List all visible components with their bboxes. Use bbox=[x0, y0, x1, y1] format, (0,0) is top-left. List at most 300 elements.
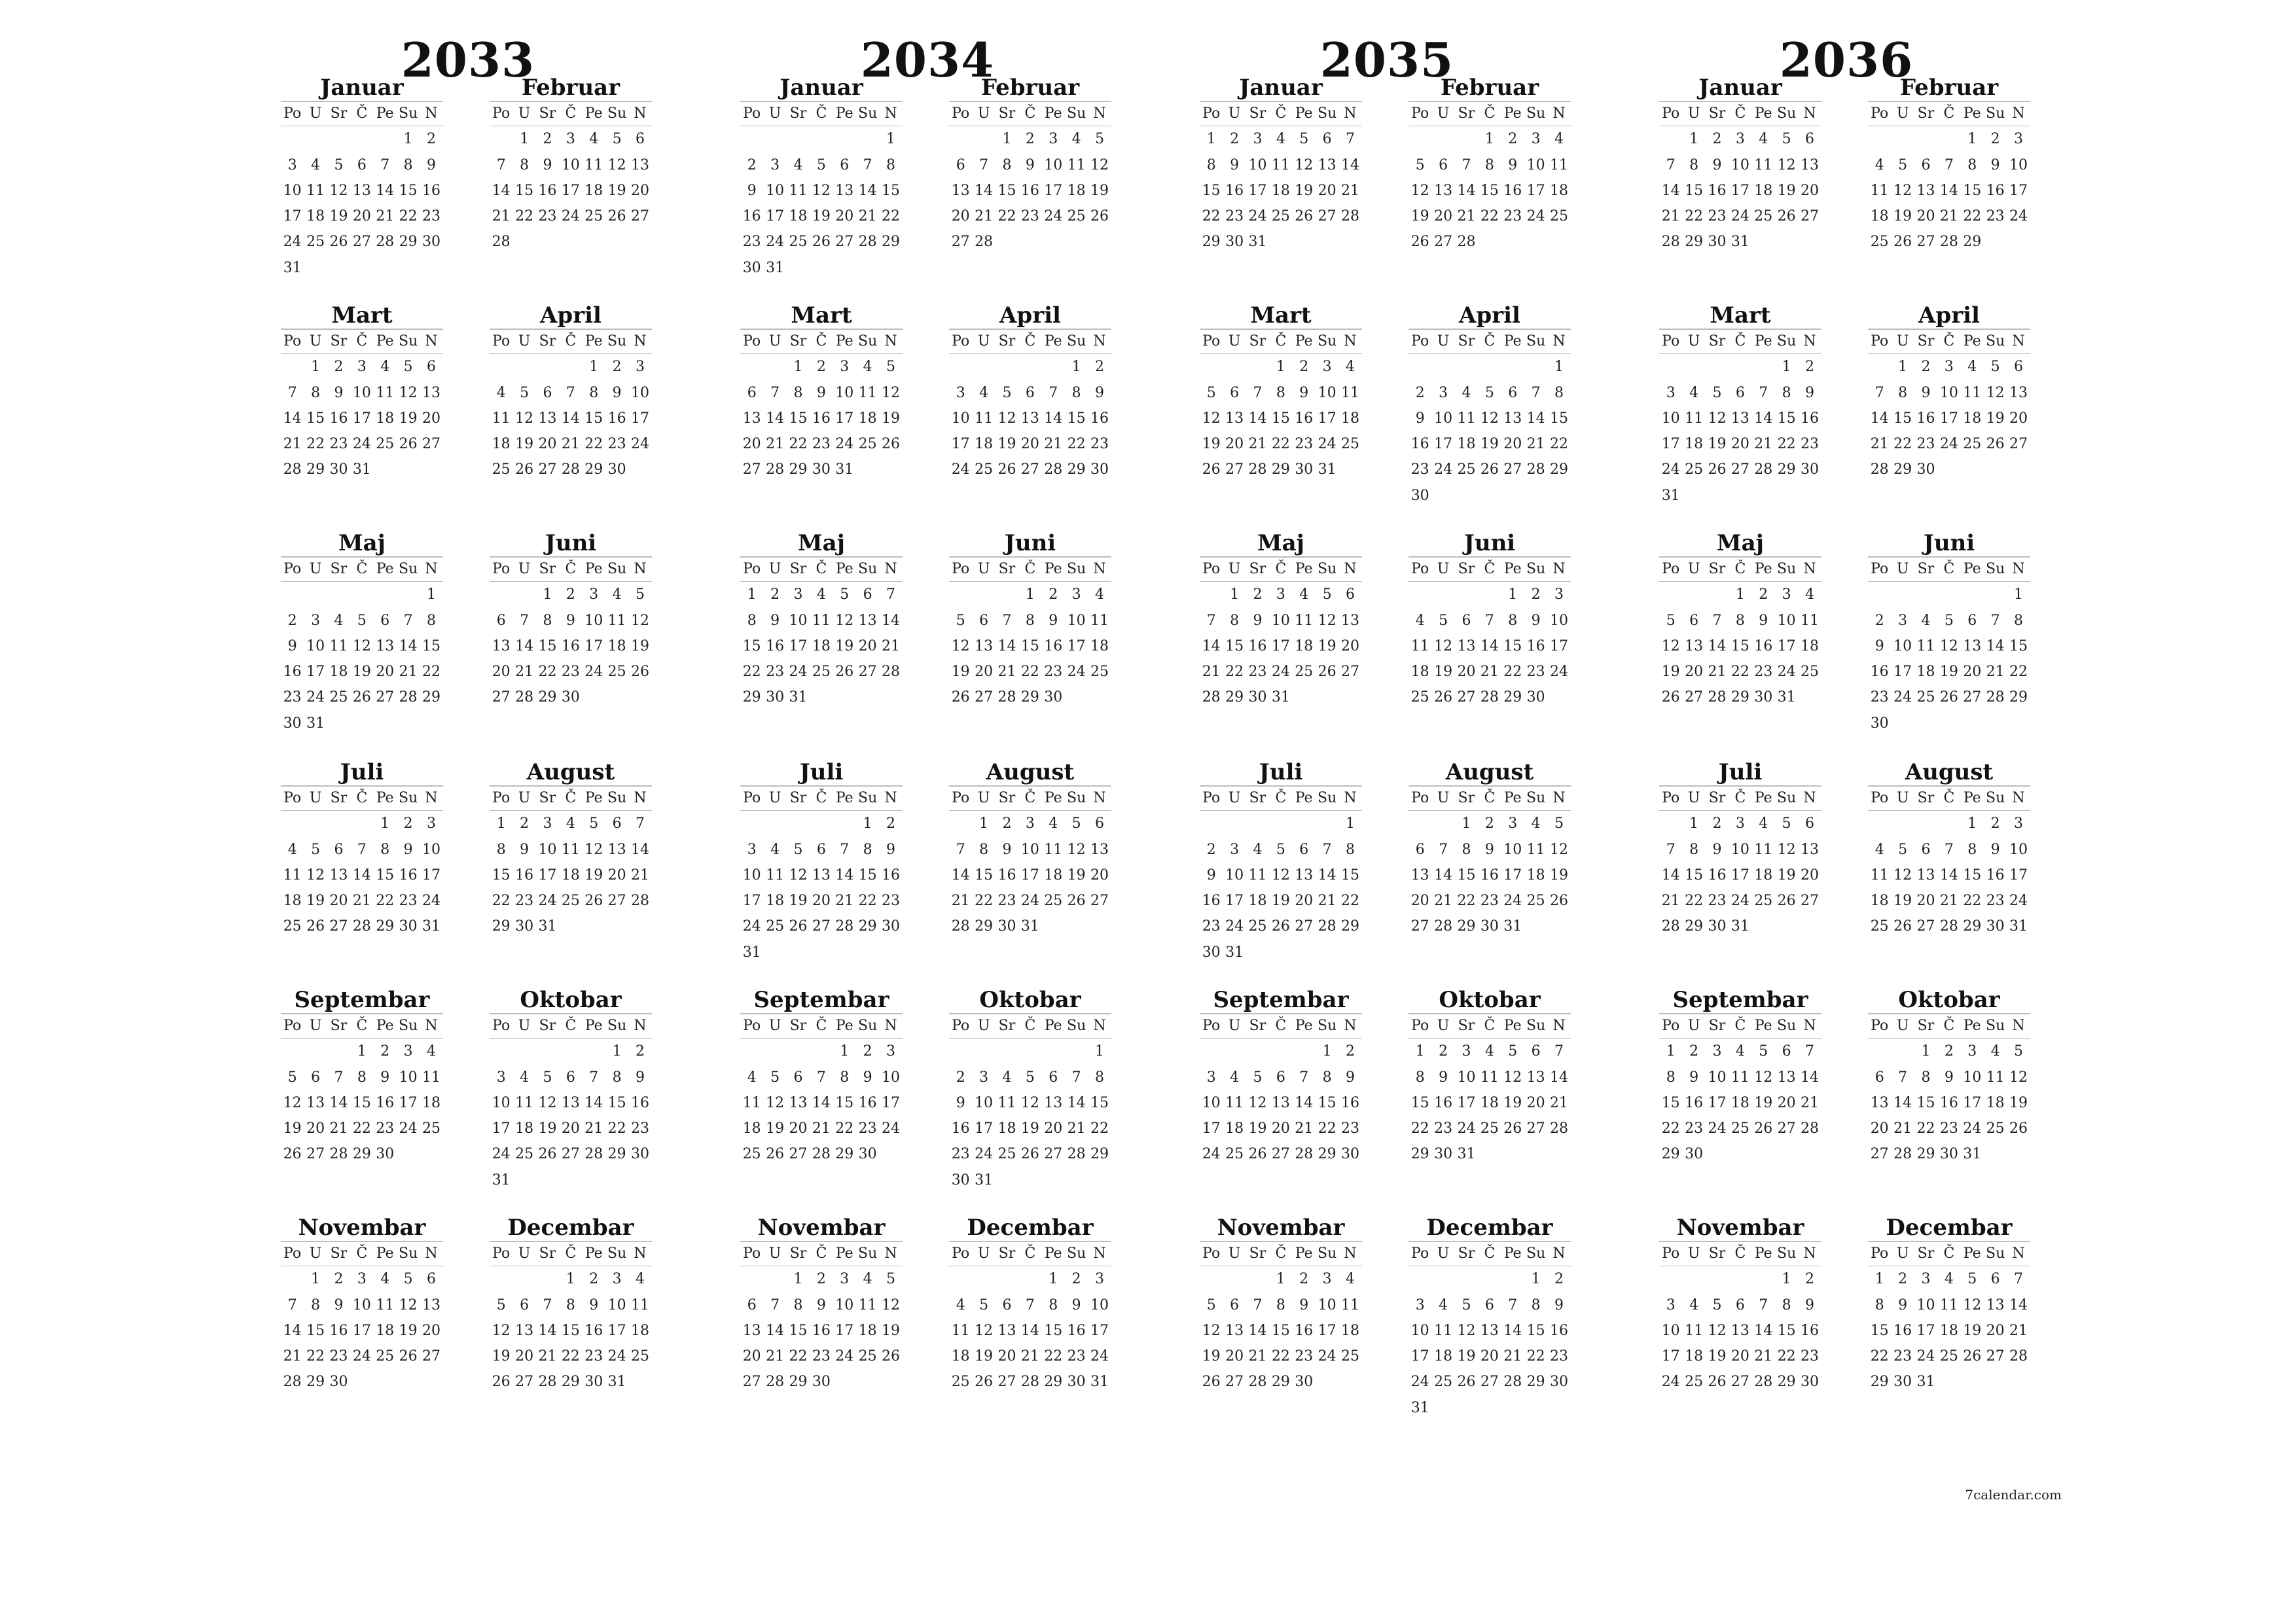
day-cell: 9 bbox=[1095, 384, 1105, 401]
day-cell: 30 bbox=[1067, 1374, 1086, 1391]
weekday-header: N bbox=[879, 556, 902, 582]
day-cell: 17 bbox=[1434, 436, 1453, 453]
day-cell: 30 bbox=[1708, 234, 1727, 251]
weekday-header: Sr bbox=[787, 785, 810, 811]
day-cell: 7 bbox=[979, 156, 989, 173]
day-cell: 31 bbox=[1661, 487, 1680, 504]
day-cell: 18 bbox=[1963, 410, 1982, 427]
weekday-header: U bbox=[1431, 1013, 1454, 1039]
weekday-header: Po bbox=[740, 329, 763, 354]
day-cell: 9 bbox=[1415, 410, 1425, 427]
day-empty bbox=[972, 354, 995, 380]
day-cell: 31 bbox=[1916, 1374, 1935, 1391]
day-cell: 1 bbox=[520, 131, 529, 148]
day-cell: 31 bbox=[1090, 1374, 1109, 1391]
day-cell: 10 bbox=[607, 1296, 626, 1313]
day-cell: 20 bbox=[422, 1322, 441, 1339]
weekday-header: U bbox=[1891, 329, 1914, 354]
day-cell: 26 bbox=[492, 1374, 511, 1391]
day-cell: 20 bbox=[306, 1120, 325, 1137]
day-cell: 6 bbox=[1508, 384, 1518, 401]
weekday-header: Č bbox=[1937, 785, 1960, 811]
day-cell: 19 bbox=[1893, 893, 1912, 910]
weekday-header: Č bbox=[1937, 1241, 1960, 1266]
day-cell: 14 bbox=[352, 866, 371, 883]
day-cell: 5 bbox=[793, 841, 803, 858]
weekday-header: Po bbox=[490, 785, 512, 811]
day-cell: 9 bbox=[1484, 841, 1494, 858]
day-cell: 11 bbox=[422, 1069, 441, 1086]
day-empty bbox=[949, 1039, 972, 1064]
day-cell: 18 bbox=[1870, 208, 1889, 225]
day-cell: 4 bbox=[1299, 586, 1309, 603]
day-cell: 6 bbox=[1049, 1069, 1058, 1086]
day-cell: 4 bbox=[589, 131, 599, 148]
day-cell: 19 bbox=[882, 1322, 901, 1339]
day-cell: 12 bbox=[1777, 841, 1796, 858]
day-empty bbox=[1868, 582, 1891, 607]
day-cell: 29 bbox=[1685, 234, 1704, 251]
weekday-header: Sr bbox=[536, 785, 559, 811]
day-cell: 24 bbox=[1434, 461, 1453, 478]
day-cell: 18 bbox=[997, 1120, 1016, 1137]
day-cell: 27 bbox=[1044, 1146, 1063, 1163]
weekday-header: Č bbox=[1729, 556, 1751, 582]
day-empty bbox=[512, 1039, 535, 1064]
day-cell: 16 bbox=[1939, 1094, 1958, 1111]
day-cell: 23 bbox=[329, 1348, 348, 1365]
day-empty bbox=[490, 354, 512, 380]
day-cell: 1 bbox=[1782, 1271, 1791, 1288]
day-cell: 25 bbox=[1044, 893, 1063, 910]
day-empty bbox=[1065, 1039, 1088, 1064]
day-cell: 20 bbox=[1801, 182, 1820, 199]
day-cell: 7 bbox=[1990, 612, 2000, 629]
day-cell: 27 bbox=[1271, 1146, 1290, 1163]
day-empty bbox=[512, 1266, 535, 1292]
weekday-header: N bbox=[628, 556, 651, 582]
month-5 bbox=[281, 530, 443, 736]
day-cell: 17 bbox=[1248, 182, 1267, 199]
day-cell: 15 bbox=[997, 182, 1016, 199]
day-cell: 20 bbox=[492, 664, 511, 681]
day-cell: 8 bbox=[1554, 384, 1564, 401]
day-cell: 28 bbox=[2009, 1348, 2028, 1365]
day-cell: 27 bbox=[997, 1374, 1016, 1391]
day-empty bbox=[1223, 1039, 1246, 1064]
day-cell: 27 bbox=[1318, 208, 1336, 225]
day-cell: 13 bbox=[1963, 637, 1982, 654]
day-cell: 25 bbox=[376, 436, 395, 453]
day-cell: 18 bbox=[766, 893, 785, 910]
day-cell: 13 bbox=[422, 1296, 441, 1313]
day-cell: 1 bbox=[1276, 1271, 1285, 1288]
month-8 bbox=[490, 759, 652, 940]
day-cell: 17 bbox=[631, 410, 650, 427]
day-cell: 8 bbox=[1049, 1296, 1058, 1313]
day-cell: 27 bbox=[1020, 461, 1039, 478]
day-cell: 12 bbox=[306, 866, 325, 883]
day-cell: 14 bbox=[1248, 410, 1267, 427]
day-cell: 30 bbox=[1801, 1374, 1820, 1391]
day-cell: 1 bbox=[1554, 359, 1564, 376]
day-cell: 11 bbox=[1870, 866, 1889, 883]
day-cell: 23 bbox=[1434, 1120, 1453, 1137]
day-cell: 8 bbox=[1666, 1069, 1676, 1086]
day-cell: 3 bbox=[1921, 1271, 1931, 1288]
day-cell: 28 bbox=[1341, 208, 1360, 225]
month-grid bbox=[740, 1241, 903, 1395]
day-cell: 2 bbox=[1531, 586, 1541, 603]
day-cell: 6 bbox=[1735, 384, 1745, 401]
day-cell: 9 bbox=[543, 156, 552, 173]
day-cell: 22 bbox=[882, 208, 901, 225]
day-cell: 15 bbox=[1503, 637, 1522, 654]
day-cell: 5 bbox=[1206, 384, 1216, 401]
day-cell: 26 bbox=[1893, 918, 1912, 935]
day-cell: 26 bbox=[283, 1146, 302, 1163]
weekday-header: Po bbox=[490, 1241, 512, 1266]
day-cell: 30 bbox=[951, 1171, 970, 1188]
day-cell: 4 bbox=[1276, 131, 1285, 148]
day-empty bbox=[1729, 354, 1751, 380]
day-cell: 26 bbox=[882, 436, 901, 453]
day-cell: 30 bbox=[376, 1146, 395, 1163]
weekday-header: Č bbox=[810, 1241, 833, 1266]
day-cell: 7 bbox=[1898, 1069, 1908, 1086]
month-9 bbox=[281, 987, 443, 1168]
day-cell: 22 bbox=[1090, 1120, 1109, 1137]
day-cell: 14 bbox=[1526, 410, 1545, 427]
day-cell: 18 bbox=[858, 1322, 877, 1339]
day-cell: 5 bbox=[1990, 359, 2000, 376]
day-cell: 14 bbox=[2009, 1296, 2028, 1313]
weekday-header: Č bbox=[810, 556, 833, 582]
day-cell: 12 bbox=[1067, 841, 1086, 858]
day-cell: 16 bbox=[1801, 410, 1820, 427]
weekday-header: Pe bbox=[833, 556, 856, 582]
day-cell: 7 bbox=[543, 1296, 552, 1313]
month-7 bbox=[740, 759, 903, 965]
day-cell: 18 bbox=[584, 182, 603, 199]
day-cell: 17 bbox=[1550, 637, 1569, 654]
day-cell: 15 bbox=[1044, 1322, 1063, 1339]
day-cell: 18 bbox=[1731, 1094, 1749, 1111]
day-cell: 11 bbox=[306, 182, 325, 199]
day-cell: 13 bbox=[1731, 1322, 1749, 1339]
day-cell: 16 bbox=[376, 1094, 395, 1111]
weekday-header: Pe bbox=[1752, 101, 1775, 126]
day-cell: 14 bbox=[812, 1094, 831, 1111]
month-name: April bbox=[1459, 302, 1520, 329]
day-cell: 8 bbox=[1782, 384, 1791, 401]
day-cell: 16 bbox=[399, 866, 418, 883]
day-cell: 12 bbox=[1318, 612, 1336, 629]
day-cell: 16 bbox=[561, 637, 580, 654]
weekday-header: Č bbox=[350, 1013, 373, 1039]
day-cell: 23 bbox=[882, 893, 901, 910]
month-name: August bbox=[986, 759, 1075, 785]
day-cell: 3 bbox=[1712, 1043, 1722, 1060]
weekday-header: N bbox=[420, 1013, 442, 1039]
month-grid bbox=[740, 556, 903, 711]
weekday-header: Su bbox=[1524, 1241, 1547, 1266]
day-empty bbox=[281, 1266, 304, 1292]
day-cell: 4 bbox=[863, 1271, 872, 1288]
day-cell: 5 bbox=[886, 1271, 896, 1288]
weekday-header: Po bbox=[949, 556, 972, 582]
weekday-header: N bbox=[1338, 556, 1361, 582]
day-cell: 14 bbox=[835, 866, 854, 883]
day-cell: 6 bbox=[520, 1296, 529, 1313]
day-cell: 17 bbox=[283, 208, 302, 225]
day-cell: 7 bbox=[357, 841, 367, 858]
day-cell: 31 bbox=[283, 259, 302, 276]
day-cell: 5 bbox=[543, 1069, 552, 1086]
weekday-header: Sr bbox=[1455, 785, 1478, 811]
day-cell: 25 bbox=[1295, 664, 1314, 681]
day-cell: 3 bbox=[1898, 612, 1908, 629]
day-cell: 5 bbox=[311, 841, 321, 858]
day-cell: 29 bbox=[1963, 918, 1982, 935]
day-cell: 12 bbox=[975, 1322, 994, 1339]
day-cell: 29 bbox=[975, 918, 994, 935]
day-empty bbox=[972, 582, 995, 607]
month-grid bbox=[1408, 785, 1571, 940]
day-cell: 8 bbox=[543, 612, 552, 629]
day-cell: 17 bbox=[835, 1322, 854, 1339]
day-cell: 6 bbox=[1805, 815, 1815, 832]
weekday-header: U bbox=[512, 785, 535, 811]
day-cell: 14 bbox=[1708, 637, 1727, 654]
day-cell: 14 bbox=[399, 637, 418, 654]
day-cell: 17 bbox=[835, 410, 854, 427]
day-cell: 2 bbox=[636, 1043, 645, 1060]
day-cell: 17 bbox=[584, 637, 603, 654]
day-empty bbox=[1200, 582, 1223, 607]
day-cell: 25 bbox=[997, 1146, 1016, 1163]
weekday-header: Po bbox=[281, 785, 304, 811]
day-cell: 11 bbox=[789, 182, 808, 199]
day-cell: 31 bbox=[607, 1374, 626, 1391]
day-cell: 2 bbox=[1025, 131, 1035, 148]
day-cell: 22 bbox=[422, 664, 441, 681]
day-cell: 18 bbox=[1986, 1094, 2005, 1111]
day-cell: 9 bbox=[334, 384, 344, 401]
weekday-header: Su bbox=[1984, 556, 2007, 582]
day-cell: 5 bbox=[1944, 612, 1954, 629]
day-empty bbox=[1223, 1266, 1246, 1292]
day-cell: 10 bbox=[1020, 841, 1039, 858]
day-cell: 14 bbox=[1457, 182, 1476, 199]
day-cell: 11 bbox=[975, 410, 994, 427]
day-cell: 15 bbox=[584, 410, 603, 427]
day-cell: 25 bbox=[492, 461, 511, 478]
day-cell: 23 bbox=[1550, 1348, 1569, 1365]
month-name: Oktobar bbox=[1898, 987, 2000, 1013]
day-cell: 19 bbox=[1708, 436, 1727, 453]
day-empty bbox=[1269, 811, 1292, 836]
day-empty bbox=[1478, 1266, 1501, 1292]
month-12 bbox=[949, 1215, 1111, 1395]
day-cell: 15 bbox=[1271, 410, 1290, 427]
day-cell: 9 bbox=[636, 1069, 645, 1086]
day-cell: 3 bbox=[1666, 384, 1676, 401]
day-cell: 6 bbox=[1782, 1043, 1791, 1060]
day-cell: 9 bbox=[1071, 1296, 1081, 1313]
month-8 bbox=[949, 759, 1111, 940]
weekday-header: Po bbox=[1200, 329, 1223, 354]
day-cell: 8 bbox=[793, 384, 803, 401]
month-grid bbox=[281, 1013, 443, 1168]
day-cell: 6 bbox=[1299, 841, 1309, 858]
day-cell: 19 bbox=[951, 664, 970, 681]
weekday-header: U bbox=[304, 785, 327, 811]
day-cell: 7 bbox=[1049, 384, 1058, 401]
weekday-header: Pe bbox=[374, 101, 397, 126]
day-cell: 18 bbox=[1434, 1348, 1453, 1365]
weekday-header: Sr bbox=[1914, 785, 1937, 811]
day-cell: 19 bbox=[631, 637, 650, 654]
day-cell: 4 bbox=[1805, 586, 1815, 603]
weekday-header: Po bbox=[740, 101, 763, 126]
weekday-header: N bbox=[2007, 556, 2030, 582]
day-cell: 25 bbox=[561, 893, 580, 910]
day-cell: 11 bbox=[1410, 637, 1429, 654]
day-cell: 15 bbox=[1318, 1094, 1336, 1111]
day-cell: 4 bbox=[427, 1043, 437, 1060]
day-cell: 14 bbox=[1893, 1094, 1912, 1111]
weekday-header: Su bbox=[397, 329, 420, 354]
day-cell: 22 bbox=[789, 1348, 808, 1365]
day-cell: 21 bbox=[951, 893, 970, 910]
day-cell: 15 bbox=[789, 410, 808, 427]
weekday-header: Č bbox=[559, 785, 582, 811]
day-cell: 27 bbox=[1986, 1348, 2005, 1365]
day-cell: 22 bbox=[1067, 436, 1086, 453]
day-cell: 30 bbox=[1939, 1146, 1958, 1163]
weekday-header: U bbox=[304, 1241, 327, 1266]
weekday-header: Sr bbox=[1455, 329, 1478, 354]
day-cell: 15 bbox=[1685, 182, 1704, 199]
day-cell: 30 bbox=[561, 689, 580, 706]
day-cell: 7 bbox=[1071, 1069, 1081, 1086]
day-cell: 18 bbox=[1457, 436, 1476, 453]
day-empty bbox=[1455, 126, 1478, 152]
month-10 bbox=[1408, 987, 1571, 1168]
day-cell: 23 bbox=[997, 893, 1016, 910]
day-cell: 13 bbox=[561, 1094, 580, 1111]
weekday-header: Su bbox=[1984, 1013, 2007, 1039]
weekday-header: U bbox=[1223, 101, 1246, 126]
day-cell: 18 bbox=[1526, 866, 1545, 883]
day-cell: 18 bbox=[1295, 637, 1314, 654]
day-cell: 19 bbox=[515, 436, 534, 453]
day-cell: 15 bbox=[1202, 182, 1221, 199]
day-cell: 30 bbox=[1295, 461, 1314, 478]
day-cell: 17 bbox=[2009, 866, 2028, 883]
day-cell: 9 bbox=[427, 156, 437, 173]
day-cell: 30 bbox=[1526, 689, 1545, 706]
day-cell: 13 bbox=[789, 1094, 808, 1111]
day-cell: 16 bbox=[1480, 866, 1499, 883]
day-cell: 14 bbox=[561, 410, 580, 427]
day-cell: 23 bbox=[1020, 208, 1039, 225]
weekday-header: N bbox=[420, 785, 442, 811]
day-cell: 18 bbox=[1341, 410, 1360, 427]
day-cell: 14 bbox=[1939, 866, 1958, 883]
month-name: Mart bbox=[1250, 302, 1312, 329]
weekday-header: Su bbox=[1524, 556, 1547, 582]
month-grid bbox=[1408, 101, 1571, 255]
day-cell: 13 bbox=[1801, 841, 1820, 858]
day-cell: 2 bbox=[1944, 1043, 1954, 1060]
weekday-header: Sr bbox=[536, 556, 559, 582]
day-cell: 3 bbox=[979, 1069, 989, 1086]
day-empty bbox=[327, 811, 350, 836]
day-cell: 7 bbox=[1462, 156, 1471, 173]
day-cell: 19 bbox=[306, 893, 325, 910]
day-cell: 31 bbox=[2009, 918, 2028, 935]
day-cell: 20 bbox=[561, 1120, 580, 1137]
weekday-header: Su bbox=[1775, 329, 1798, 354]
day-cell: 21 bbox=[975, 208, 994, 225]
day-cell: 20 bbox=[812, 893, 831, 910]
weekday-header: Su bbox=[397, 1241, 420, 1266]
weekday-header: N bbox=[628, 785, 651, 811]
day-cell: 16 bbox=[584, 1322, 603, 1339]
day-cell: 22 bbox=[1777, 436, 1796, 453]
day-cell: 19 bbox=[1777, 182, 1796, 199]
day-cell: 30 bbox=[607, 461, 626, 478]
day-cell: 30 bbox=[1090, 461, 1109, 478]
day-cell: 9 bbox=[1554, 1296, 1564, 1313]
day-cell: 8 bbox=[612, 1069, 622, 1086]
day-cell: 23 bbox=[951, 1146, 970, 1163]
day-cell: 28 bbox=[538, 1374, 557, 1391]
day-cell: 23 bbox=[1067, 1348, 1086, 1365]
day-cell: 27 bbox=[561, 1146, 580, 1163]
day-cell: 21 bbox=[1318, 893, 1336, 910]
day-empty bbox=[1455, 1266, 1478, 1292]
day-cell: 25 bbox=[631, 1348, 650, 1365]
day-cell: 4 bbox=[1689, 1296, 1699, 1313]
day-cell: 12 bbox=[1457, 1322, 1476, 1339]
day-cell: 21 bbox=[1434, 893, 1453, 910]
day-cell: 18 bbox=[376, 410, 395, 427]
month-grid bbox=[490, 785, 652, 940]
day-cell: 27 bbox=[1916, 918, 1935, 935]
day-cell: 15 bbox=[1916, 1094, 1935, 1111]
day-cell: 3 bbox=[287, 156, 297, 173]
site-credit: 7calendar.com bbox=[1965, 1487, 2062, 1503]
weekday-header: N bbox=[2007, 1241, 2030, 1266]
day-cell: 10 bbox=[1225, 866, 1244, 883]
day-cell: 16 bbox=[882, 866, 901, 883]
month-grid bbox=[490, 329, 652, 483]
weekday-header: N bbox=[420, 556, 442, 582]
day-cell: 8 bbox=[840, 1069, 850, 1086]
day-cell: 21 bbox=[1870, 436, 1889, 453]
day-cell: 30 bbox=[1870, 715, 1889, 732]
day-cell: 19 bbox=[882, 410, 901, 427]
day-cell: 4 bbox=[380, 359, 390, 376]
weekday-header: Su bbox=[1984, 1241, 2007, 1266]
day-cell: 7 bbox=[1322, 841, 1332, 858]
day-cell: 27 bbox=[835, 234, 854, 251]
day-cell: 3 bbox=[1508, 815, 1518, 832]
day-cell: 29 bbox=[1503, 689, 1522, 706]
